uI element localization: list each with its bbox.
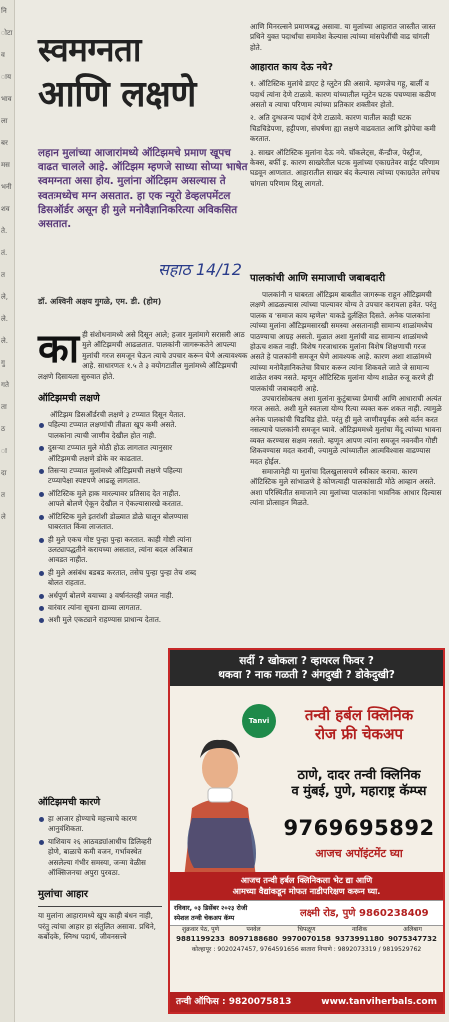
- branch-name: पनवेल: [246, 926, 261, 933]
- symptom-item: [38, 591, 198, 601]
- branch-name: नाशिक: [351, 926, 368, 933]
- ad-band-line-1: आजच तन्वी हर्बल क्लिनिकला भेट द्या आणि: [240, 875, 373, 885]
- ad-phone-number: 9769695892: [283, 816, 435, 840]
- margin-fragment: दा: [1, 469, 7, 477]
- symptom-item: [38, 443, 198, 464]
- ad-top-banner: [170, 650, 443, 686]
- margin-fragment: ा: [1, 447, 7, 455]
- ad-locations-1: ठाणे, दादर तन्वी क्लिनिक: [297, 768, 421, 783]
- margin-fragment: ोटा: [1, 29, 13, 37]
- article-lead: लहान मुलांच्या आजारांमध्ये ऑटिझमचे प्रमाण खूपच वाढत चालले आहे. ऑटिझम म्हणजे साध्या सोप्या भाषेत स्वमग्नता असा होय. मुलांना ऑटिझम असल्यास ते स्वतःमध्येच मग्न असतात. हा एक न्यूरो डेव्हलपमेंटल डिसऑर्डर असून ही मुले मनोवैज्ञानिकरित्या अविकसित असतात.: [38, 147, 248, 231]
- what-food-heading: आहारात काय देऊ नये?: [250, 62, 333, 74]
- tanvi-herbal-ad: [168, 648, 445, 1014]
- symptom-item-text: वारंवार त्यांना सूचना द्याव्या लागतात.: [48, 602, 142, 612]
- cause-item-text: हा आजार होण्याचे महत्त्वाचे कारण आनुवंशिकता.: [48, 814, 137, 834]
- bullet-dot: [39, 594, 44, 599]
- bullet-dot: [39, 618, 44, 623]
- ad-red-band: [170, 872, 443, 900]
- title-line-2: आणि लक्षणे: [38, 73, 196, 115]
- ad-camp-label: स्पेशल तन्वी चेकअप कॅम्प: [174, 914, 235, 922]
- ad-locations: [278, 768, 440, 800]
- symptom-item-text: अशी मुले एकट्याने राहण्यास प्राधान्य देतात.: [48, 615, 162, 625]
- diet-text: या मुलांना आहारामध्ये खूप काही बंधन नाही, परंतु त्यांचा आहार हा संतुलित असावा. प्रथिने, कर्बोदके, स्निग्ध पदार्थ, जीवनसत्त्वे: [38, 911, 156, 942]
- margin-fragment: ता: [1, 403, 7, 411]
- margin-fragment: त: [1, 491, 5, 499]
- bullet-dot: [39, 606, 44, 611]
- margin-fragment: ला: [1, 117, 8, 125]
- drop-cap: का: [38, 325, 80, 372]
- ad-headline: [278, 706, 440, 744]
- left-column: [38, 325, 248, 628]
- ad-camp-date-block: [174, 903, 294, 923]
- symptom-item: [38, 568, 198, 589]
- bullet-dot: [39, 492, 44, 497]
- ad-website: www.tanviherbals.com: [321, 997, 437, 1007]
- symptom-item: [38, 420, 198, 441]
- symptom-item: [38, 512, 198, 533]
- intro-paragraph: ही संशोधनामध्ये असे दिसून आले; हजार मुलांमागे सरासरी आठ मुले ऑटिझमची आढळतात. पालकांनी जागरूकतेने आपल्या मुलांची गरज समजून घेऊन त्याचे उपचार करून घेणे अत्यावश्यक आहे. साधारणतः १.५ ते ३ वयोगटातील मुलांमध्ये ऑटिझमची लक्षणे दिसायला सुरुवात होते.: [38, 330, 248, 381]
- branch-phone: 9075347732: [388, 935, 437, 943]
- extra-phones: कोल्हापूर : 9020247457, 9764591656 सातारा निपाणे : 9892073319 / 9819529762: [191, 946, 422, 953]
- ad-headline-1: तन्वी हर्बल क्लिनिक: [304, 706, 414, 724]
- margin-fragment: तं.: [1, 249, 8, 257]
- food-item-text: २. अति दुग्धजन्य पदार्थ देणे टाळावे. कारण यातील काही घटक चिडचिडेपणा, हट्टीपणा, संघर्षणा ह्या लक्षणे वाढवतात आणि झोपेचा कमी करतात.: [250, 113, 436, 144]
- symptom-item: [38, 615, 198, 625]
- food-item: [250, 79, 440, 110]
- branch-phones-row: [170, 934, 443, 944]
- ad-appointment: आजच अपॉइंटमेंट घ्या: [315, 847, 403, 860]
- margin-fragment: नि: [1, 7, 7, 15]
- ad-headline-2: रोज फ्री चेकअप: [314, 725, 404, 743]
- margin-fragment: भाव: [1, 95, 12, 103]
- margin-fragment: शव: [1, 205, 10, 213]
- handwritten-signature: सहाठ 14/12: [158, 260, 242, 279]
- symptom-item: [38, 489, 198, 510]
- bullet-dot: [39, 515, 44, 520]
- symptom-item-text: ऑटिस्टिक मुले हाक मारल्यावर प्रतिसाद देत नाहीत. आपले बोलणे ऐकून देखील न ऐकल्यासारखे करतात.: [48, 488, 184, 509]
- branch-name: चिपळूण: [297, 926, 316, 933]
- branch-names-row: [170, 926, 443, 934]
- cause-item-text: याशिवाय २६ आठवड्यांआधीच डिलिव्हरी होणे, बाळाचे कमी वजन, गर्भावस्थेत असलेल्या गंभीर समस्या, जन्मा वेळीस ऑक्सिजनचा अपुरा पुरवठा.: [48, 836, 152, 878]
- symptom-item-text: दुसऱ्या टप्प्यात मुले मोठी होऊ लागतात त्यानुसार ऑटिझमची लक्षणे डोके वर काढतात.: [48, 443, 173, 463]
- causes-list: [38, 814, 162, 878]
- bullet-dot: [39, 817, 44, 822]
- parents-section: [250, 266, 442, 509]
- margin-fragment: मस: [1, 161, 10, 169]
- author-byline: डॉ. अश्विनी अक्षय गुगळे, एम. डी. (होम): [38, 297, 162, 306]
- ad-footer: [170, 992, 443, 1012]
- symptom-item-text: अर्धपूर्ण बोलणे वयाच्या ३ वर्षानंतरही जमत नाही.: [48, 590, 174, 600]
- ad-branches: [170, 926, 443, 954]
- food-item: [250, 113, 440, 144]
- margin-fragment: ले.: [1, 315, 8, 323]
- symptom-item-text: तिसऱ्या टप्प्यात मुलांमध्ये ऑटिझमची लक्षणे पहिल्या टप्प्यापेक्षा स्पष्टपणे आढळू लागतात.: [48, 466, 183, 486]
- parents-paragraph-3: समाजानेही या मुलांचा दिलखुलासपणे स्वीकार करावा. कारण ऑटिस्टिक मुले सांभाळणे हे कोणत्याही पालकांसाठी मोठे आव्हान असते. अशा परिस्थितीत समाजाने त्या मुलांच्या पालकांना भावनिक आधार दिल्यास त्यांना प्रोत्साहन मिळते.: [250, 466, 442, 508]
- symptom-item-text: ऑटिस्टिक मुले इतरांशी डोळ्यात डोळे घालून बोलण्यास घाबरतात किंवा लाजतात.: [48, 511, 189, 532]
- margin-fragment: ते.: [1, 227, 8, 235]
- symptom-item: [38, 603, 198, 613]
- margin-fragment: ले.: [1, 337, 8, 345]
- symptom-item-text: पहिल्या टप्प्यात लक्षणांची तीव्रता खूप कमी असते. पालकांना त्याची जाणीव देखील होत नाही.: [48, 420, 177, 440]
- margin-fragment: त: [1, 271, 5, 279]
- bullet-dot: [39, 446, 44, 451]
- tanvi-logo: Tanvi: [242, 704, 276, 738]
- ad-camp-location: लक्ष्मी रोड, पुणे 9860238409: [300, 908, 429, 919]
- margin-fragment: ठ: [1, 425, 6, 433]
- symptom-item-text: ही मुले असंबंध बडबड करतात, तसेच पुन्हा पुन्हा तेच शब्द बोलत राहतात.: [48, 567, 197, 588]
- margin-fragment: व: [1, 51, 5, 59]
- ad-locations-2: व मुंबई, पुणे, महाराष्ट्र कॅम्प्स: [291, 784, 427, 799]
- food-item-text: १. ऑटिस्टिक मुलांचे डाएट हे ग्लुटेन फ्री असावे. म्हणजेच गहू, बार्ली व पदार्थ त्यांना देणे टाळावे. कारण यांच्यातील ग्लुटेन घटक पचण्यास कठीण असतो व त्याचा परिणाम त्यांच्या प्रतिकार शक्तीवर होतो.: [250, 79, 436, 110]
- right-top-paragraph: आणि मिनरल्सने प्रमाणबद्ध असावा. या मुलांच्या आहारात जास्तीत जास्त प्रथिने युक्त पदार्थांचा समावेश केल्यास त्यांच्या मांसपेशींची वाढ चांगली होते.: [250, 22, 436, 52]
- ad-symptoms-line-2: थकवा ? नाक गळती ? अंगदुखी ? डोकेदुखी?: [218, 669, 395, 681]
- ad-symptoms-line-1: सर्दी ? खोकला ? व्हायरल फिवर ?: [239, 655, 374, 667]
- right-column: [250, 22, 440, 192]
- margin-fragment: बर: [1, 139, 8, 147]
- diet-rule: [38, 906, 162, 907]
- article-title: [38, 30, 238, 118]
- symptoms-list: [38, 420, 198, 625]
- causes-heading: ऑटिझमची कारणे: [38, 797, 101, 808]
- margin-fragment: गते: [1, 381, 9, 389]
- cause-item: [38, 814, 162, 835]
- parents-paragraph-1: पालकांनी न घाबरता ऑटिझम बाबतीत जागरूक राहून ऑटिझमची लक्षणे आढळल्यास त्यांच्या पाल्यावर योग्य ते उपचार करायला हवेत. परंतु पालक व 'समाज काय म्हणेल' याकडे दुर्लक्षित दिसते. अनेक पालकांना त्यांच्या मुलांना ऑटिझमसारखी समस्या असतानाही सामान्य शाळांमध्येच पाठण्याचा आग्रह असतो. मुळात अशा मुलांची वाढ सामान्य शाळांमध्ये होऊच शकत नाही. विशेष गरजाधारक मुलांना विशेष शिक्षणाची गरज असते हे पालकांनी समजून घेणे आवश्यक आहे. कारण अशा शाळांमध्ये त्यांच्या मनोवैज्ञानिकतेचा विचार करून त्यांना शिकवले जाते जे सामान्य शाळेत शक्य नसते. म्हणून ऑटिस्टिक मुलांना योग्य शाळेत रुजू करणे ही पालकांची जबाबदारी आहे.: [250, 290, 437, 393]
- symptom-item: [38, 466, 198, 487]
- branch-phone: 9881199233: [176, 935, 225, 943]
- symptoms-intro: ऑटिझम डिसऑर्डरची लक्षणे ३ टप्प्यात दिसून येतात.: [50, 410, 186, 420]
- bullet-dot: [39, 423, 44, 428]
- food-list: [250, 79, 440, 189]
- causes-column: [38, 790, 162, 943]
- parents-paragraph-2: उपचारांसोबतच अशा मुलांना कुटुंबाच्या प्रेमाची आणि आधाराची अत्यंत गरज असते. अशी मुले स्वतःला योग्य रित्या व्यक्त करू शकत नाही. त्यामुळे अनेक पालकांची चिडचिड होते. परंतु ही मुले जाणीवपूर्वक असे वर्तन करत नसल्याचे पालकांनी समजून घ्यावे. ऑटिझममध्ये मुलांचा मेंदू त्यांच्या भावना व्यक्त करण्यास सक्षम नसतो. म्हणून आपण त्यांना समजून नवनवीन गोष्टी शिकवण्यास मदत करावी, ज्यामुळे त्यांच्यातील आत्मविश्वास वाढण्यास मदत होईल.: [250, 394, 442, 466]
- margin-fragment: गु: [1, 359, 5, 367]
- ad-office-phone: तन्वी ऑफिस : 9820075813: [176, 997, 292, 1007]
- symptom-item: [38, 535, 198, 566]
- diet-heading: मुलांचा आहार: [38, 889, 88, 901]
- ad-band-line-2: आमच्या वैद्यांकडून मोफत नाडीपरिक्षण करून घ्या.: [232, 886, 381, 896]
- bullet-dot: [39, 571, 44, 576]
- food-item: [250, 148, 440, 190]
- left-margin-strip: [0, 0, 15, 1022]
- branch-phone: 9970070158: [282, 935, 331, 943]
- margin-fragment: ले,: [1, 293, 8, 301]
- margin-fragment: ले: [1, 513, 6, 521]
- parents-heading: पालकांची आणि समाजाची जबाबदारी: [250, 273, 386, 284]
- sick-person-illustration: [174, 728, 266, 878]
- bullet-dot: [39, 538, 44, 543]
- branch-phone: 8097188680: [229, 935, 278, 943]
- food-item-text: ३. साखर ऑटिस्टिक मुलांना देऊ नये. चॉकलेट्स, कॅन्डीज, पेस्ट्रीज, केक्स, बर्फी इ. कारण साखरेतील घटक मुलांच्या एकाग्रतेवर वाईट परिणाम घडवून आणतात. आहारातील साखर बंद केल्यास त्यांच्या एकाग्रतेत लगेचच चांगला परिणाम दिसू लागतो.: [250, 147, 440, 188]
- ad-camp-info: [170, 900, 443, 926]
- branch-name: शुक्रवार पेठ, पुणे: [182, 926, 219, 933]
- branch-phone: 9373991180: [335, 935, 384, 943]
- title-line-1: स्वमग्नता: [38, 30, 141, 69]
- bullet-dot: [39, 840, 44, 845]
- cause-item: [38, 837, 162, 879]
- margin-fragment: ाय: [1, 73, 12, 81]
- symptom-item-text: ही मुले एकच गोष्ट पुन्हा पुन्हा करतात. काही गोष्टी त्यांना उलट्यापद्धतीने करायच्या असतात, त्यांना बदल अजिबात आवडत नाहीत.: [48, 534, 193, 565]
- margin-fragment: भनी: [1, 183, 12, 191]
- bullet-dot: [39, 469, 44, 474]
- branch-name: अलिबाग: [403, 926, 422, 933]
- symptoms-heading: ऑटिझमची लक्षणे: [38, 393, 100, 405]
- ad-camp-date: रविवार, ०३ डिसेंबर २०२३ रोजी: [174, 904, 248, 912]
